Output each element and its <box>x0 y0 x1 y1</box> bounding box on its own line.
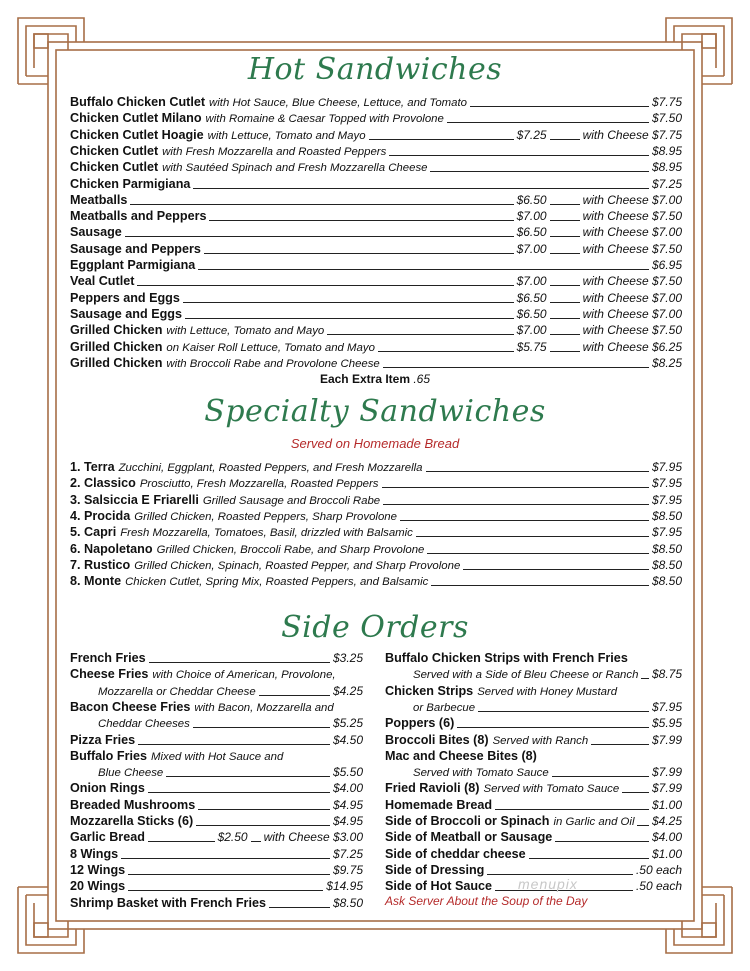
leader-line <box>427 553 649 554</box>
item-name: Breaded Mushrooms <box>70 797 196 812</box>
item-price: $7.25 <box>651 176 682 191</box>
item-price: $2.50 <box>217 830 248 845</box>
menu-item <box>70 557 682 573</box>
leader-line <box>641 678 649 679</box>
item-cheese-price: with Cheese $7.00 <box>582 306 682 321</box>
menu-item <box>70 573 682 589</box>
menu-item <box>385 650 682 666</box>
item-price: $8.95 <box>651 160 682 175</box>
item-description: on Kaiser Roll Lettuce, Tomato and Mayo <box>166 341 375 354</box>
menu-item <box>70 257 682 273</box>
extra-item-label: Each Extra Item <box>319 372 410 386</box>
menu-item <box>399 666 682 682</box>
item-name: French Fries <box>70 651 146 665</box>
menu-item <box>70 650 363 666</box>
leader-line <box>550 334 580 335</box>
item-cheese-price: with Cheese $3.00 <box>263 830 363 845</box>
leader-line <box>555 841 649 842</box>
item-cheese-price: with Cheese $7.00 <box>582 192 682 207</box>
item-name: Poppers (6) <box>385 716 455 731</box>
item-description: Prosciutto, Fresh Mozzarella, Roasted Peppers <box>139 478 379 491</box>
item-price: $4.00 <box>651 830 682 845</box>
leader-line <box>204 253 514 254</box>
leader-line <box>383 504 649 505</box>
menu-item <box>70 813 363 829</box>
item-price: $8.50 <box>651 541 682 556</box>
leader-line <box>251 841 261 842</box>
leader-line <box>470 106 649 107</box>
menu-item <box>70 127 682 143</box>
item-name: 8 Wings <box>70 846 119 861</box>
item-name: Bacon Cheese Fries <box>70 699 191 714</box>
menu-item <box>70 176 682 192</box>
leader-line <box>128 874 330 875</box>
item-cheese-price: with Cheese $7.50 <box>582 323 682 338</box>
item-name: 3. Salsiccia E Friarelli <box>70 492 199 507</box>
menu-item <box>70 492 682 508</box>
leader-line <box>550 351 580 352</box>
item-price: $7.99 <box>651 732 682 747</box>
item-description: with Bacon, Mozzarella and <box>194 701 334 714</box>
leader-line <box>185 318 514 319</box>
item-name: Mozzarella Sticks (6) <box>70 814 194 828</box>
item-price: $9.75 <box>332 862 363 877</box>
menu-item <box>70 192 682 208</box>
leader-line <box>193 727 330 728</box>
item-price: $4.25 <box>651 814 682 828</box>
item-price: $4.00 <box>332 781 363 796</box>
menu-item <box>70 829 363 845</box>
soup-of-the-day-note: Ask Server About the Soup of the Day <box>385 894 588 908</box>
item-description: Grilled Chicken, Roasted Peppers, Sharp Provolone <box>134 510 397 523</box>
leader-line <box>166 776 330 777</box>
item-name: Shrimp Basket with French Fries <box>70 895 266 910</box>
menu-item <box>70 241 682 257</box>
item-description: Served with Tomato Sauce <box>483 783 620 796</box>
item-price: $1.00 <box>651 797 682 812</box>
menu-item <box>84 683 363 699</box>
item-cheese-price: with Cheese $6.25 <box>582 339 682 354</box>
item-price: $7.25 <box>332 846 363 861</box>
item-description: Fresh Mozzarella, Tomatoes, Basil, drizzled with Balsamic <box>120 527 413 540</box>
item-price: $6.95 <box>651 258 682 272</box>
menu-item <box>70 699 363 715</box>
item-name: 1. Terra <box>70 460 115 474</box>
item-name: 8. Monte <box>70 574 122 589</box>
item-price: $7.00 <box>516 241 547 256</box>
item-cheese-price: with Cheese $7.00 <box>582 225 682 240</box>
item-description: with Romaine & Caesar Topped with Provolone <box>205 113 444 126</box>
leader-line <box>209 220 513 221</box>
leader-line <box>369 139 514 140</box>
item-price: $5.95 <box>651 716 682 731</box>
menu-item <box>70 306 682 322</box>
item-name: Chicken Cutlet Hoagie <box>70 127 204 142</box>
leader-line <box>382 487 649 488</box>
item-price: $7.00 <box>516 209 547 224</box>
menu-item <box>70 508 682 524</box>
item-name: 20 Wings <box>70 879 126 894</box>
leader-line <box>198 269 649 270</box>
item-description: or Barbecue <box>413 701 476 714</box>
item-price: $8.50 <box>332 895 363 910</box>
item-price: $5.75 <box>516 339 547 354</box>
item-price: $6.50 <box>516 290 547 305</box>
leader-line <box>550 204 580 205</box>
item-price: $7.00 <box>516 274 547 289</box>
menu-item <box>70 846 363 862</box>
leader-line <box>148 792 330 793</box>
menu-item <box>70 355 682 371</box>
item-name: Side of Meatball or Sausage <box>385 830 553 845</box>
item-price: $8.50 <box>651 508 682 523</box>
item-name: Meatballs <box>70 192 128 207</box>
menu-item <box>70 524 682 540</box>
item-name: Chicken Cutlet <box>70 143 159 158</box>
menu-item <box>70 94 682 110</box>
item-description: with Broccoli Rabe and Provolone Cheese <box>166 357 380 370</box>
item-name: 2. Classico <box>70 476 136 491</box>
item-description: Served with Tomato Sauce <box>413 767 549 780</box>
leader-line <box>431 585 649 586</box>
item-name: Buffalo Chicken Strips with French Fries <box>385 651 628 665</box>
item-price: $3.25 <box>332 651 363 665</box>
menu-item <box>70 273 682 289</box>
item-price: $8.50 <box>651 574 682 589</box>
item-price: $4.95 <box>332 814 363 828</box>
menu-item <box>70 110 682 126</box>
item-name: Broccoli Bites (8) <box>385 732 489 747</box>
menu-item <box>385 683 682 699</box>
item-name: Sausage <box>70 225 122 240</box>
watermark-logo: menupix <box>518 876 578 892</box>
leader-line <box>259 695 330 696</box>
leader-line <box>447 122 649 123</box>
leader-line <box>269 907 330 908</box>
menu-item <box>70 748 363 764</box>
item-cheese-price: with Cheese $7.50 <box>582 274 682 289</box>
menu-item <box>70 541 682 557</box>
item-name: Onion Rings <box>70 781 145 796</box>
leader-line <box>149 662 330 663</box>
menu-item <box>385 715 682 731</box>
menu-item <box>70 780 363 796</box>
item-name: Chicken Strips <box>385 683 474 698</box>
item-price: $8.95 <box>651 143 682 158</box>
leader-line <box>552 776 649 777</box>
item-cheese-price: with Cheese $7.00 <box>582 290 682 305</box>
menu-item <box>70 159 682 175</box>
item-description: Served with Ranch <box>492 734 589 747</box>
item-price: $7.95 <box>651 699 682 714</box>
menu-item <box>385 732 682 748</box>
leader-line <box>198 809 330 810</box>
item-price: $5.50 <box>332 765 363 780</box>
leader-line <box>378 351 514 352</box>
leader-line <box>591 744 649 745</box>
leader-line <box>130 204 513 205</box>
item-description: with Sautéed Spinach and Fresh Mozzarella Cheese <box>162 162 428 175</box>
item-name: Eggplant Parmigiana <box>70 258 196 272</box>
menu-item <box>70 208 682 224</box>
leader-line <box>495 809 649 810</box>
extra-item-price: .65 <box>413 372 431 386</box>
item-name: Chicken Cutlet <box>70 160 159 175</box>
leader-line <box>426 471 649 472</box>
leader-line <box>550 285 580 286</box>
item-description: Mixed with Hot Sauce and <box>150 750 284 763</box>
item-name: Veal Cutlet <box>70 274 135 289</box>
item-description: with Lettuce, Tomato and Mayo <box>166 325 325 338</box>
item-description: in Garlic and Oil <box>553 816 635 828</box>
menu-item <box>70 224 682 240</box>
leader-line <box>383 367 649 368</box>
item-price: .50 each <box>635 862 682 877</box>
item-description: Grilled Sausage and Broccoli Rabe <box>202 494 381 507</box>
item-description: with Choice of American, Provolone, <box>152 669 336 682</box>
leader-line <box>193 188 649 189</box>
leader-line <box>478 711 649 712</box>
menu-item <box>70 322 682 338</box>
item-price: $4.50 <box>332 732 363 747</box>
item-name: Side of Dressing <box>385 862 485 877</box>
item-name: Grilled Chicken <box>70 323 163 338</box>
item-name: Chicken Cutlet Milano <box>70 111 202 126</box>
item-name: 4. Procida <box>70 508 131 523</box>
item-cheese-price: with Cheese $7.75 <box>582 127 682 142</box>
menu-item <box>70 290 682 306</box>
leader-line <box>463 569 649 570</box>
item-name: Homemade Bread <box>385 797 493 812</box>
menu-item <box>70 895 363 911</box>
menu-item <box>385 846 682 862</box>
item-description: with Hot Sauce, Blue Cheese, Lettuce, and Tomato <box>209 97 467 109</box>
item-cheese-price: with Cheese $7.50 <box>582 241 682 256</box>
leader-line <box>148 841 215 842</box>
leader-line <box>196 825 330 826</box>
leader-line <box>487 874 633 875</box>
item-name: Buffalo Chicken Cutlet <box>70 95 206 109</box>
item-description: Blue Cheese <box>98 767 164 780</box>
item-price: $8.75 <box>651 667 682 682</box>
item-name: Peppers and Eggs <box>70 290 180 305</box>
item-name: Meatballs and Peppers <box>70 209 207 224</box>
item-name: Side of cheddar cheese <box>385 846 526 861</box>
menu-item <box>399 699 682 715</box>
item-price: $7.95 <box>651 460 682 474</box>
leader-line <box>137 285 513 286</box>
item-price: $7.99 <box>651 765 682 780</box>
item-price: $8.50 <box>651 557 682 572</box>
item-description: Grilled Chicken, Broccoli Rabe, and Sharp Provolone <box>156 543 425 556</box>
leader-line <box>550 236 580 237</box>
leader-line <box>138 744 330 745</box>
leader-line <box>416 536 649 537</box>
menu-item <box>70 732 363 748</box>
item-price: $7.99 <box>651 781 682 796</box>
menu-item <box>70 862 363 878</box>
menu-item <box>399 764 682 780</box>
menu-item <box>385 829 682 845</box>
item-name: 7. Rustico <box>70 557 131 572</box>
leader-line <box>400 520 649 521</box>
menu-item <box>70 339 682 355</box>
item-price: $4.25 <box>332 683 363 698</box>
leader-line <box>550 139 580 140</box>
item-name: Pizza Fries <box>70 732 136 747</box>
leader-line <box>128 890 323 891</box>
side-orders-heading: Side Orders <box>281 610 469 645</box>
item-price: $7.95 <box>651 525 682 540</box>
item-description: with Fresh Mozzarella and Roasted Peppers <box>162 145 387 158</box>
item-description: Mozzarella or Cheddar Cheese <box>98 685 256 698</box>
leader-line <box>550 302 580 303</box>
item-name: Buffalo Fries <box>70 748 147 763</box>
leader-line <box>529 858 649 859</box>
item-price: $6.50 <box>516 306 547 321</box>
leader-line <box>550 220 580 221</box>
item-price: $7.00 <box>516 323 547 338</box>
menu-item <box>70 878 363 894</box>
leader-line <box>327 334 513 335</box>
item-name: Chicken Parmigiana <box>70 176 191 191</box>
specialty-subtitle: Served on Homemade Bread <box>290 436 460 451</box>
item-name: Cheese Fries <box>70 667 149 682</box>
item-name: Mac and Cheese Bites (8) <box>385 748 537 763</box>
menu-item <box>70 475 682 491</box>
item-price: $8.25 <box>651 355 682 370</box>
leader-line <box>622 792 649 793</box>
extra-item-note <box>0 372 750 386</box>
specialty-sandwiches-heading: Specialty Sandwiches <box>204 394 546 429</box>
item-name: Sausage and Eggs <box>70 306 182 321</box>
item-price: $6.50 <box>516 192 547 207</box>
item-description: Zucchini, Eggplant, Roasted Peppers, and Fresh Mozzarella <box>118 462 423 474</box>
leader-line <box>550 253 580 254</box>
leader-line <box>457 727 649 728</box>
item-cheese-price: with Cheese $7.50 <box>582 209 682 224</box>
menu-item <box>84 715 363 731</box>
menu-item <box>385 780 682 796</box>
item-description: Chicken Cutlet, Spring Mix, Roasted Peppers, and Balsamic <box>125 576 429 589</box>
hot-sandwiches-heading: Hot Sandwiches <box>247 52 503 87</box>
leader-line <box>125 236 514 237</box>
menu-item <box>385 797 682 813</box>
leader-line <box>430 171 648 172</box>
menu-item <box>84 764 363 780</box>
item-price: $7.50 <box>651 111 682 126</box>
item-price: $4.95 <box>332 797 363 812</box>
item-name: Grilled Chicken <box>70 339 163 354</box>
menu-item <box>70 459 682 475</box>
leader-line <box>637 825 648 826</box>
item-name: 5. Capri <box>70 525 117 540</box>
item-description: Cheddar Cheeses <box>98 718 190 731</box>
item-price: $1.00 <box>651 846 682 861</box>
item-price: $6.50 <box>516 225 547 240</box>
leader-line <box>389 155 649 156</box>
menu-item <box>70 143 682 159</box>
item-name: Fried Ravioli (8) <box>385 781 480 796</box>
item-description: with Lettuce, Tomato and Mayo <box>207 129 366 142</box>
item-price: $5.25 <box>332 716 363 731</box>
leader-line <box>550 318 580 319</box>
item-price: .50 each <box>635 879 682 894</box>
item-name: Grilled Chicken <box>70 355 163 370</box>
item-price: $7.95 <box>651 476 682 491</box>
item-name: Side of Broccoli or Spinach <box>385 814 550 828</box>
menu-item <box>385 813 682 829</box>
item-description: Grilled Chicken, Spinach, Roasted Pepper, and Sharp Provolone <box>134 559 461 572</box>
item-name: 12 Wings <box>70 862 126 877</box>
leader-line <box>183 302 514 303</box>
item-name: Garlic Bread <box>70 830 145 845</box>
item-price: $7.75 <box>651 95 682 109</box>
leader-line <box>121 858 330 859</box>
item-price: $7.25 <box>516 127 547 142</box>
item-name: Side of Hot Sauce <box>385 879 493 894</box>
menu-item <box>70 797 363 813</box>
item-description: Served with Honey Mustard <box>477 685 618 698</box>
item-price: $7.95 <box>651 492 682 507</box>
item-name: Sausage and Peppers <box>70 241 201 256</box>
item-description: Served with a Side of Bleu Cheese or Ranch <box>413 669 639 682</box>
item-price: $14.95 <box>326 879 363 894</box>
menu-item <box>70 666 363 682</box>
menu-item <box>385 748 682 764</box>
item-name: 6. Napoletano <box>70 541 153 556</box>
